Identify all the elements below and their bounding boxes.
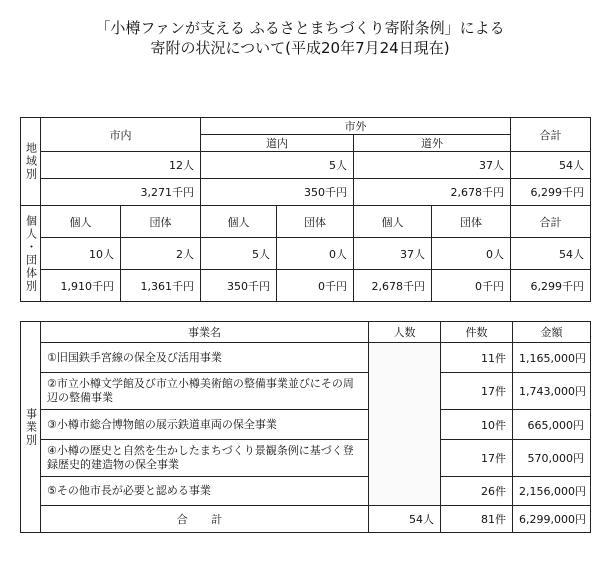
region-label: 地域別 (21, 118, 41, 206)
amount-dougai: 2,678千円 (354, 179, 511, 206)
pg-count: 0人 (432, 238, 511, 270)
total-label: 合 計 (41, 506, 369, 533)
header-project-name: 事業名 (41, 322, 369, 343)
region-table (20, 117, 591, 302)
total-people: 54人 (369, 506, 441, 533)
project-row-name: ①旧国鉄手宮線の保全及び活用事業 (41, 343, 369, 373)
header-total: 合計 (511, 118, 591, 152)
pg-amount: 1,361千円 (121, 270, 201, 302)
pg-header: 団体 (432, 206, 511, 238)
project-row-name: ②市立小樽文学館及び市立小樽美術館の整備事業並びにその周辺の整備事業 (41, 373, 369, 410)
pg-count: 37人 (354, 238, 432, 270)
amount-shinai: 3,271千円 (41, 179, 201, 206)
project-row-count: 10件 (441, 410, 513, 440)
pg-header: 個人 (201, 206, 277, 238)
pg-count: 5人 (201, 238, 277, 270)
project-row-count: 26件 (441, 477, 513, 506)
project-label: 事業別 (21, 322, 41, 533)
pg-count: 54人 (511, 238, 591, 270)
amount-total: 6,299千円 (511, 179, 591, 206)
project-row-count: 17件 (441, 440, 513, 477)
amount-dounai: 350千円 (201, 179, 354, 206)
pg-header: 合計 (511, 206, 591, 238)
count-dounai: 5人 (201, 152, 354, 179)
project-row-name: ④小樽の歴史と自然を生かしたまちづくり景観条例に基づく登録歴史的建造物の保全事業 (41, 440, 369, 477)
project-row-amount: 665,000円 (513, 410, 591, 440)
pg-amount: 6,299千円 (511, 270, 591, 302)
project-row-amount: 570,000円 (513, 440, 591, 477)
document-title-line2: 寄附の状況について(平成20年7月24日現在) (150, 39, 450, 57)
header-dounai: 道内 (201, 135, 354, 152)
pg-header: 個人 (354, 206, 432, 238)
pg-header: 個人 (41, 206, 121, 238)
header-count: 件数 (441, 322, 513, 343)
header-shigai: 市外 (201, 118, 511, 135)
pg-header: 団体 (121, 206, 201, 238)
document-title-line1: 「小樽ファンが支える ふるさとまちづくり寄附条例」による (95, 19, 505, 37)
total-count: 81件 (441, 506, 513, 533)
project-row-count: 11件 (441, 343, 513, 373)
header-shinai: 市内 (41, 118, 201, 152)
project-row-amount: 2,156,000円 (513, 477, 591, 506)
project-row-count: 17件 (441, 373, 513, 410)
pg-amount: 0千円 (432, 270, 511, 302)
project-row-amount: 1,743,000円 (513, 373, 591, 410)
count-dougai: 37人 (354, 152, 511, 179)
header-people: 人数 (369, 322, 441, 343)
pg-amount: 0千円 (277, 270, 354, 302)
pg-count: 2人 (121, 238, 201, 270)
project-row-name: ⑤その他市長が必要と認める事業 (41, 477, 369, 506)
project-row-name: ③小樽市総合博物館の展示鉄道車両の保全事業 (41, 410, 369, 440)
pg-count: 0人 (277, 238, 354, 270)
count-shinai: 12人 (41, 152, 201, 179)
header-amount: 金額 (513, 322, 591, 343)
total-amount: 6,299,000円 (513, 506, 591, 533)
pg-amount: 350千円 (201, 270, 277, 302)
pg-count: 10人 (41, 238, 121, 270)
pg-amount: 1,910千円 (41, 270, 121, 302)
pg-amount: 2,678千円 (354, 270, 432, 302)
project-table (20, 321, 591, 533)
project-row-amount: 1,165,000円 (513, 343, 591, 373)
pg-header: 団体 (277, 206, 354, 238)
count-total: 54人 (511, 152, 591, 179)
header-dougai: 道外 (354, 135, 511, 152)
person-group-label: 個人・団体別 (21, 206, 41, 302)
people-blank (369, 343, 441, 506)
